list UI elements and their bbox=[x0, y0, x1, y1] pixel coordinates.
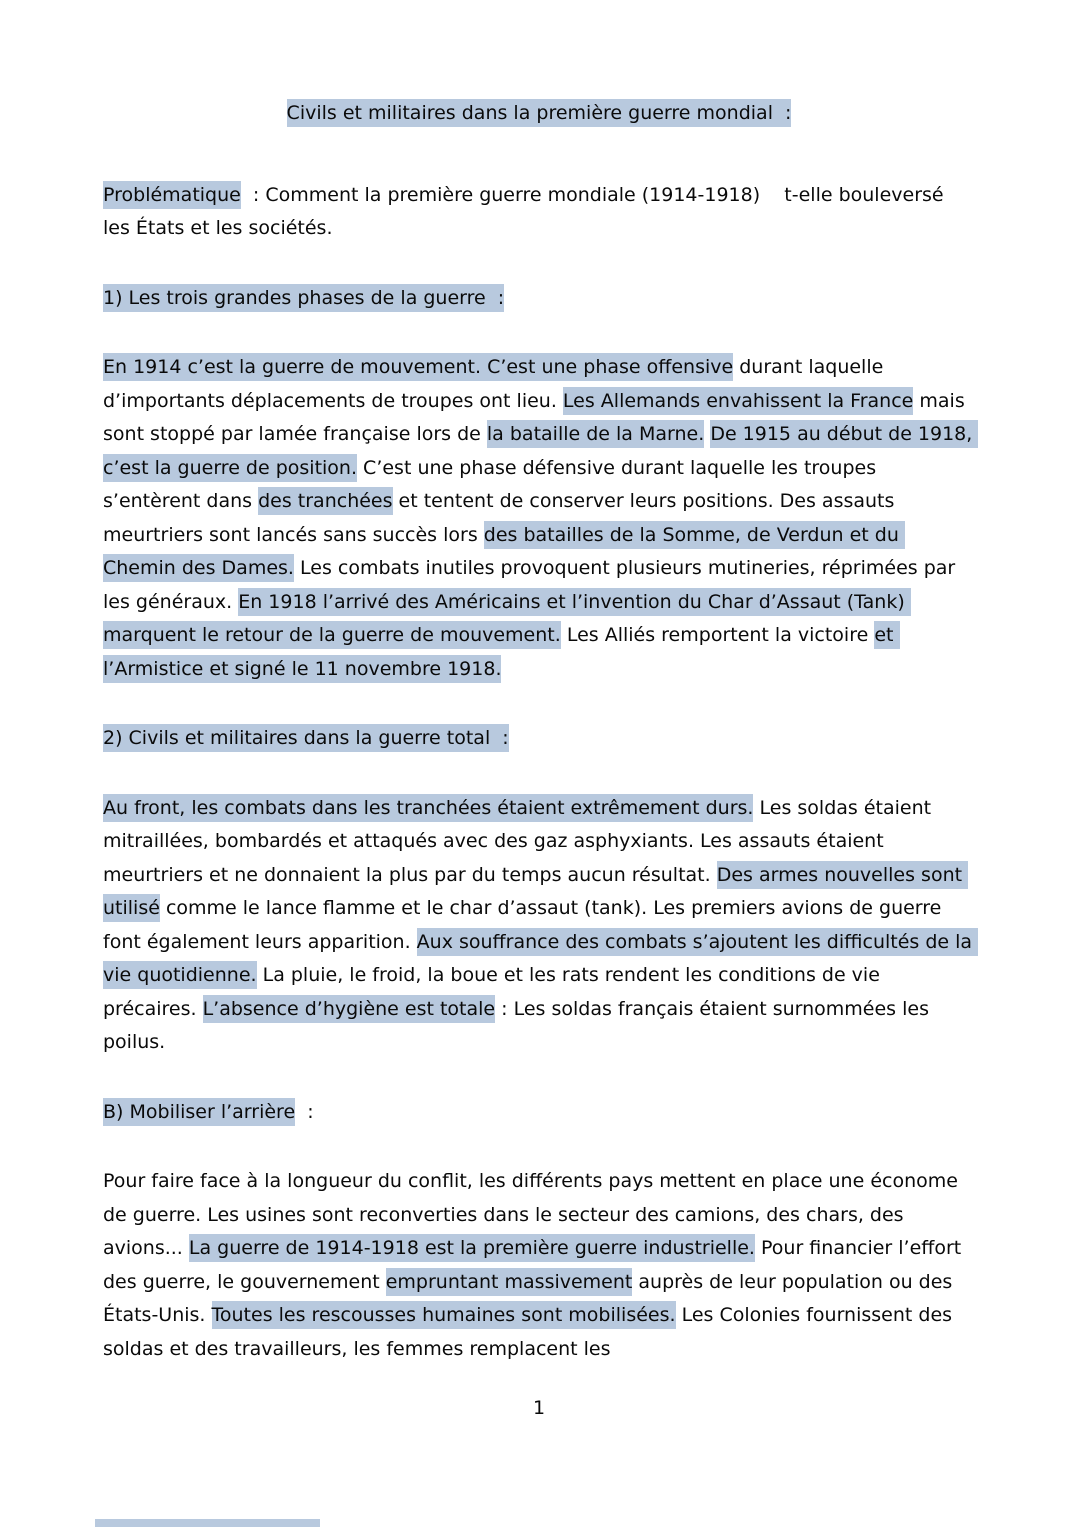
paragraph-arriere bbox=[103, 1165, 975, 1366]
text-run: Les Colonies fournissent des soldas et des travailleurs, les femmes remplacent les bbox=[103, 1304, 959, 1360]
text-run: Pour faire face à la longueur du conflit, les différents pays mettent en place une économe de guerre. Les usines sont reconverties dans le secteur des camions, des chars, des avions... bbox=[103, 1170, 965, 1259]
highlighted-text-run: 2) Civils et militaires dans la guerre total : bbox=[103, 724, 509, 752]
document-content bbox=[103, 0, 979, 1402]
paragraph-phases bbox=[103, 351, 979, 686]
text-run: comme le lance flamme et le char d’assaut (tank). Les premiers avions de guerre font également leurs apparition. bbox=[103, 897, 948, 953]
highlighted-text-run: En 1918 l’arrivé des Américains et l’invention du Char d’Assaut (Tank) marquent le retour de la guerre de mouvement. bbox=[103, 588, 911, 650]
text-run: et tentent de conserver leurs positions. Des assauts meurtriers sont lancés sans succès lors bbox=[103, 490, 901, 546]
highlighted-text-run: B) Mobiliser l’arrière bbox=[103, 1098, 295, 1126]
text-run: Les combats inutiles provoquent plusieurs mutineries, réprimées par les généraux. bbox=[103, 557, 962, 613]
document-title bbox=[103, 97, 975, 131]
highlighted-text-run: 1) Les trois grandes phases de la guerre : bbox=[103, 284, 504, 312]
text-run: C’est une phase défensive durant laquelle les troupes s’entèrent dans bbox=[103, 456, 883, 512]
paragraph-guerre-totale bbox=[103, 792, 979, 1060]
highlighted-text-run: La guerre de 1914-1918 est la première guerre industrielle. bbox=[189, 1234, 755, 1262]
section-heading-1 bbox=[103, 282, 975, 316]
highlighted-text-run: Des armes nouvelles sont utilisé bbox=[103, 861, 968, 923]
highlighted-text-run: des tranchées bbox=[258, 487, 392, 515]
highlighted-text-run: la bataille de la Marne. bbox=[487, 420, 704, 448]
highlighted-text-run: et l’Armistice et signé le 11 novembre 1918. bbox=[103, 621, 900, 683]
highlighted-text-run: Au front, les combats dans les tranchées étaient extrêmement durs. bbox=[103, 794, 753, 822]
next-page-highlight-sliver bbox=[95, 1519, 320, 1527]
highlighted-text-run: des batailles de la Somme, de Verdun et du Chemin des Dames. bbox=[103, 521, 905, 583]
highlighted-text-run: empruntant massivement bbox=[386, 1268, 633, 1296]
text-run: La pluie, le froid, la boue et les rats rendent les conditions de vie précaires. bbox=[103, 964, 886, 1020]
text-run: Les Alliés remportent la victoire bbox=[560, 624, 875, 646]
text-run: : Comment la première guerre mondiale (1914-1918) t-elle bouleversé les États et les sociétés. bbox=[103, 183, 950, 239]
highlighted-text-run: Toutes les rescousses humaines sont mobilisées. bbox=[212, 1301, 676, 1329]
text-run: auprès de leur population ou des États-Unis. bbox=[103, 1270, 959, 1326]
highlighted-text-run: Aux souffrance des combats s’ajoutent les difficultés de la vie quotidienne. bbox=[103, 928, 978, 990]
highlighted-text-run: Les Allemands envahissent la France bbox=[563, 387, 913, 415]
text-run: : Les soldas français étaient surnommées les poilus. bbox=[103, 997, 936, 1053]
highlighted-text-run: Problématique bbox=[103, 181, 241, 209]
section-heading-2 bbox=[103, 722, 975, 756]
text-run: : bbox=[295, 1100, 314, 1123]
problematique-paragraph bbox=[103, 179, 975, 246]
section-heading-b bbox=[103, 1096, 975, 1130]
text-run: Pour financier l’effort des guerre, le gouvernement bbox=[103, 1237, 968, 1293]
text-run: mais sont stoppé par lamée française lors de bbox=[103, 389, 971, 445]
highlighted-text-run: L’absence d’hygiène est totale bbox=[203, 995, 496, 1023]
text-run: Les soldas étaient mitraillées, bombardés et attaqués avec des gaz asphyxiants. Les assauts étaient meurtriers et ne donnaient la plus par du temps aucun résultat. bbox=[103, 796, 938, 886]
page-number: 1 bbox=[532, 1397, 546, 1419]
text-run: durant laquelle d’importants déplacements de troupes ont lieu. bbox=[103, 356, 890, 412]
highlighted-text-run: De 1915 au début de 1918, c’est la guerre de position. bbox=[103, 420, 978, 482]
highlighted-text-run: En 1914 c’est la guerre de mouvement. C’est une phase offensive bbox=[103, 353, 733, 381]
highlighted-text-run: Civils et militaires dans la première guerre mondial : bbox=[287, 99, 792, 127]
